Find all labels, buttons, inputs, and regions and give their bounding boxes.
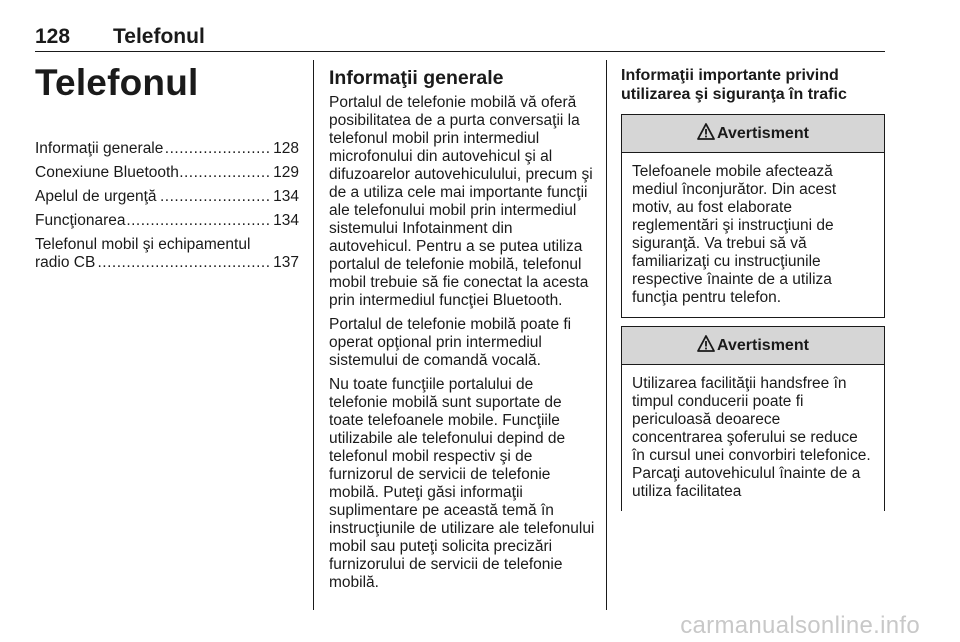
toc-entry[interactable] — [35, 140, 299, 158]
toc-entry[interactable] — [35, 164, 299, 182]
chapter-column — [35, 60, 299, 278]
warning-text: Telefoanele mobile afectează mediul înconjurător. Din acest motiv, au fost elaborate reglementări şi instrucţiuni de siguranţă. Va trebui să vă familiarizaţi cu instrucţiunile respective înainte de a utiliza funcţia pentru telefon. — [632, 163, 837, 306]
toc-label: radio CB — [35, 254, 96, 271]
toc-page: 137 — [273, 254, 299, 271]
toc-label: Apelul de urgenţă — [35, 188, 157, 205]
section-heading — [621, 66, 885, 104]
heading-line: utilizarea şi siguranţa în trafic — [621, 86, 847, 103]
toc-page: 129 — [273, 164, 299, 181]
toc-label: Conexiune Bluetooth — [35, 164, 179, 181]
column-divider — [606, 60, 607, 610]
table-of-contents — [35, 140, 299, 272]
toc-label: Telefonul mobil şi echipamentul — [35, 236, 251, 253]
toc-entry[interactable] — [35, 188, 299, 206]
warning-title: Avertisment — [717, 336, 809, 354]
warning-box — [621, 326, 885, 511]
paragraph: Nu toate funcţiile portalului de telefonie mobilă sunt suportate de toate telefoanele mobile. Funcţiile utilizabile ale telefonului depind de telefonul mobil respectiv şi de furnizorul de servicii de telefonie mobilă. Puteţi găsi informaţii suplimentare pe această temă în instrucţiunile de utilizare ale telefonului mobil sau puteţi solicita precizări furnizorului de servicii de telefonie mobilă. — [329, 376, 595, 591]
paragraph: Portalul de telefonie mobilă vă oferă posibilitatea de a purta conversaţii la telefonul mobil prin intermediul microfonului din autovehicul şi al difuzoarelor autovehiculului, precum şi de a utiliza cele mai importante funcţii ale telefonului mobil prin intermediul sistemului Infotainment din autovehicul. Pentru a se putea utiliza portalul de telefonie mobilă, telefonul mobil trebuie să fie conectat la acesta prin intermediul funcţiei Bluetooth. — [329, 94, 593, 309]
watermark: carmanualsonline.info — [680, 612, 920, 639]
warning-header — [622, 327, 884, 365]
paragraph: Portalul de telefonie mobilă poate fi operat opţional prin intermediul sistemului de comandă vocală. — [329, 316, 572, 369]
section-heading: Informaţii generale — [329, 67, 504, 89]
page-number: 128 — [35, 25, 71, 48]
safety-column — [621, 66, 885, 511]
toc-page: 134 — [273, 212, 299, 229]
warning-box — [621, 114, 885, 318]
warning-text: Utilizarea facilităţii handsfree în timpul conducerii poate fi periculoasă deoarece concentrarea şoferului se reduce în cursul unei convorbiri telefonice. Parcaţi autovehiculul înainte de a utiliza facilitatea — [632, 375, 871, 500]
warning-triangle-icon — [697, 335, 715, 357]
toc-label: Informaţii generale — [35, 140, 164, 157]
general-info-column — [329, 66, 595, 598]
toc-label: Funcţionarea — [35, 212, 126, 229]
page-header — [35, 18, 885, 52]
warning-title: Avertisment — [717, 124, 809, 142]
warning-header — [622, 115, 884, 153]
toc-page: 134 — [273, 188, 299, 205]
toc-entry[interactable] — [35, 236, 299, 272]
chapter-title: Telefonul — [35, 62, 199, 103]
toc-entry[interactable] — [35, 212, 299, 230]
warning-triangle-icon — [697, 123, 715, 145]
heading-line: Informaţii importante privind — [621, 67, 839, 84]
column-divider — [313, 60, 314, 610]
toc-page: 128 — [273, 140, 299, 157]
running-title: Telefonul — [113, 25, 205, 48]
